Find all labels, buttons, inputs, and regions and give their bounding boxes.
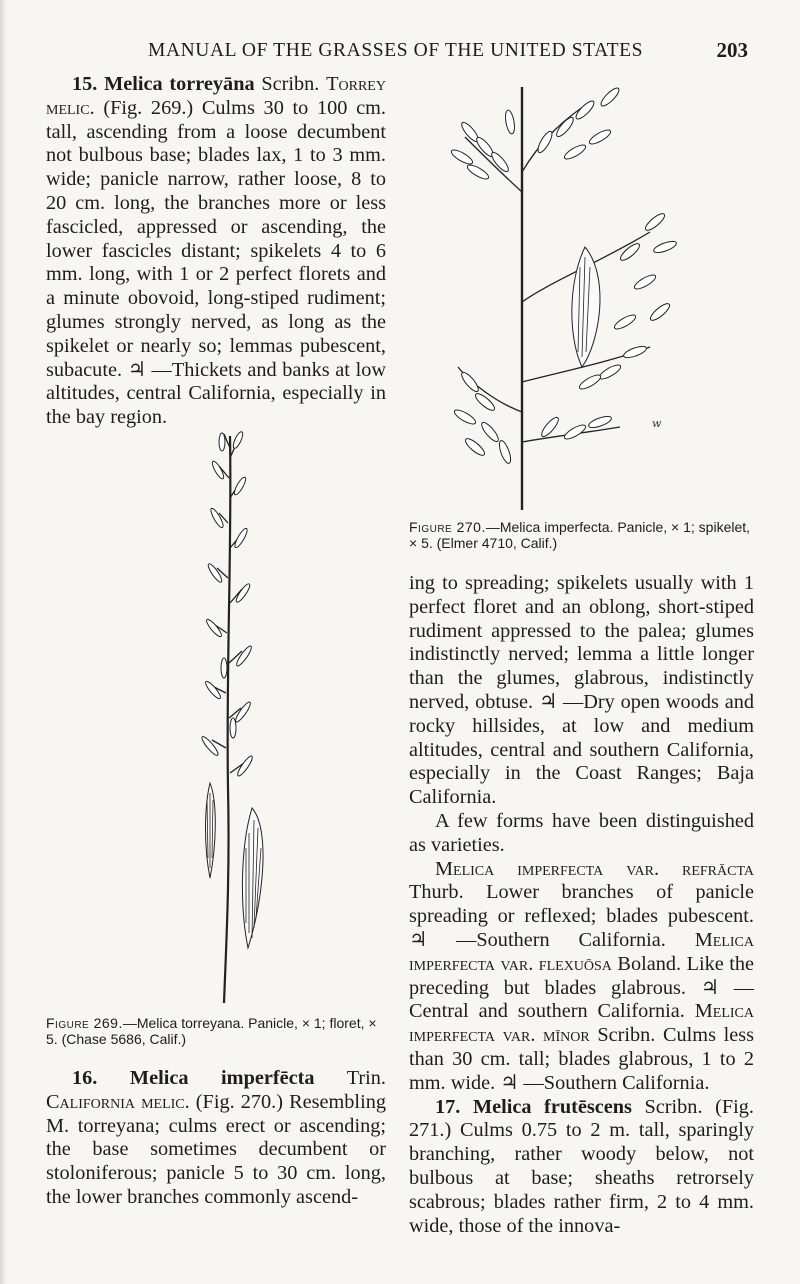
species-15-description bbox=[46, 73, 386, 430]
page-header bbox=[148, 40, 748, 70]
species-15-common-name: Torrey melic. bbox=[46, 73, 386, 119]
species-16-number: 16. bbox=[72, 1067, 98, 1089]
species-15-author: Scribn. bbox=[261, 73, 320, 95]
figure-269-illustration bbox=[160, 428, 300, 1008]
variety-refracta-name: Melica imperfecta var. refrācta bbox=[435, 857, 754, 880]
figure-270-letter: w bbox=[652, 417, 662, 430]
variety-refracta bbox=[409, 858, 754, 1096]
running-title: MANUAL OF THE GRASSES OF THE UNITED STATES bbox=[148, 40, 644, 61]
species-17-text: (Fig. 271.) Culms 0.75 to 2 m. tall, sparingly branching, rather woody below, not bulbous at base; sheaths retrorsely scabrous; blades rather firm, 2 to 4 mm. wide, those of the innova- bbox=[409, 1095, 754, 1237]
species-15-name: Melica torreyāna bbox=[104, 73, 255, 95]
species-16-name: Melica imperfēcta bbox=[129, 1067, 315, 1089]
figure-269-caption bbox=[46, 1015, 391, 1047]
species-16-text-left: (Fig. 270.) Resembling M. torreyana; culms erect or ascending; the base sometimes decumbent or stoloniferous; panicle 5 to 30 cm. long, the lower branches commonly ascend- bbox=[46, 1090, 386, 1208]
species-16-description bbox=[46, 1067, 386, 1210]
variety-refracta-text: Thurb. Lower branches of panicle spreading or reflexed; blades pubescent. ♃ —Southern California. bbox=[409, 881, 754, 951]
figure-270-caption-text: —Melica imperfecta. Panicle, × 1; spikelet, × 5. (Elmer 4710, Calif.) bbox=[409, 519, 751, 551]
species-15-text: (Fig. 269.) Culms 30 to 100 cm. tall, ascending from a loose decumbent not bulbous base; blades lax, 1 to 3 mm. wide; panicle narrow, rather loose, 8 to 20 cm. long, the branches more or less fascicled, appressed or ascending, the lower fascicles distant; spikelets 4 to 6 mm. long, with 1 or 2 perfect florets and a minute obovoid, long-stiped rudiment; glumes strongly nerved, as long as the spikelet or nearly so; lemmas pubescent, subacute. ♃ —Thickets and banks at low altitudes, central California, especially in the bay region. bbox=[46, 96, 386, 429]
species-17-number: 17. bbox=[435, 1095, 461, 1118]
figure-270-illustration bbox=[450, 82, 700, 512]
species-17-author: Scribn. bbox=[644, 1095, 703, 1118]
species-16-continuation: ing to spreading; spikelets usually with 1 perfect floret and an oblong, short-stiped rudiment appressed to the palea; glumes indistinctly nerved; lemma a little longer than the glumes, glabrous, indistinctly nerved, obtuse. ♃ —Dry open woods and rocky hillsides, at low and medium altitudes, central and southern California, especially in the Coast Ranges; Baja California. bbox=[409, 572, 754, 809]
page-edge-shadow bbox=[0, 0, 6, 1284]
variety-flexuosa-text: Boland. Like the preceding but blades glabrous. ♃ —Central and southern California. bbox=[409, 952, 754, 1023]
variety-minor-text: Scribn. Culms less than 30 cm. tall; blades glabrous, 1 to 2 mm. wide. ♃ —Southern California. bbox=[409, 1024, 755, 1094]
species-16-author: Trin. bbox=[346, 1067, 386, 1089]
variety-flexuosa-name: Melica imperfecta var. flexuōsa bbox=[409, 928, 754, 975]
varieties-intro: A few forms have been distinguished as varieties. bbox=[409, 809, 754, 856]
variety-minor-name: Melica imperfecta var. mīnor bbox=[409, 1000, 754, 1047]
figure-269-caption-text: —Melica torreyana. Panicle, × 1; floret, × 5. (Chase 5686, Calif.) bbox=[46, 1015, 377, 1047]
figure-270-caption bbox=[409, 519, 754, 551]
figure-270-label: Figure 270. bbox=[409, 519, 486, 535]
species-16-common-name: California melic. bbox=[46, 1090, 190, 1113]
species-17-name: Melica frutēscens bbox=[472, 1095, 632, 1118]
species-15-number: 15. bbox=[72, 73, 98, 95]
species-17-description bbox=[409, 1096, 754, 1239]
page-number: 203 bbox=[716, 38, 748, 62]
figure-269-label: Figure 269. bbox=[46, 1015, 123, 1031]
right-column-text bbox=[409, 572, 754, 1238]
